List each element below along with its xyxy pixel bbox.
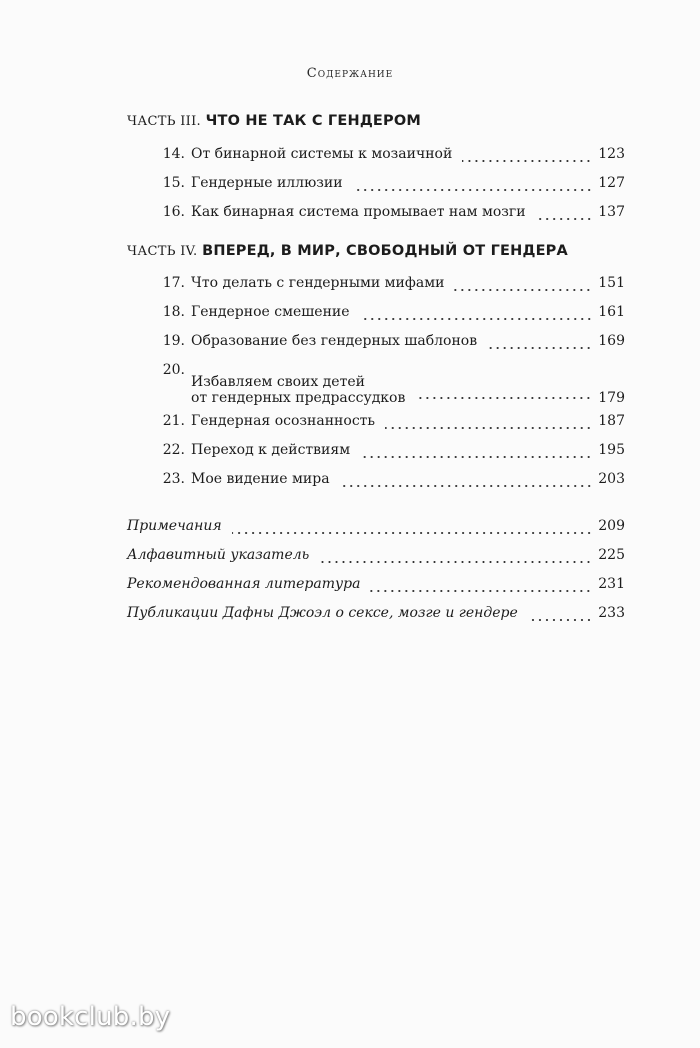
chapter-title-line-2: от гендерных предрассудков xyxy=(191,390,406,406)
toc-entry[interactable] xyxy=(155,175,625,197)
back-matter-title: Алфавитный указатель xyxy=(127,547,310,563)
chapter-number: 16. xyxy=(162,204,185,220)
toc-entry-back-matter[interactable] xyxy=(127,547,625,569)
chapter-title: Мое видение мира xyxy=(191,471,330,487)
toc-entry[interactable] xyxy=(155,146,625,168)
watermark: bookclub.by xyxy=(10,1002,171,1032)
page-number: 233 xyxy=(598,605,625,621)
page-number: 187 xyxy=(598,413,625,429)
page-number: 127 xyxy=(598,175,625,191)
part-heading xyxy=(127,113,627,129)
toc-entry[interactable] xyxy=(155,304,625,326)
chapter-title: Образование без гендерных шаблонов xyxy=(191,333,478,349)
dot-leader xyxy=(353,188,593,192)
toc-entry[interactable] xyxy=(155,362,625,406)
dot-leader xyxy=(232,531,593,535)
chapter-title: Как бинарная система промывает нам мозги xyxy=(191,204,526,220)
page-number: 225 xyxy=(598,547,625,563)
chapter-title: Гендерная осознанность xyxy=(191,413,376,429)
page-title: Содержание xyxy=(306,66,394,81)
dot-leader xyxy=(340,484,593,488)
chapter-number: 22. xyxy=(162,442,185,458)
page-number: 123 xyxy=(598,146,625,162)
back-matter-title: Рекомендованная литература xyxy=(127,576,361,592)
dot-leader xyxy=(487,346,592,350)
page-number: 231 xyxy=(598,576,625,592)
chapter-title-line-1: Избавляем своих детей xyxy=(191,374,365,390)
page-number: 179 xyxy=(598,390,625,406)
toc-entry[interactable] xyxy=(155,471,625,493)
page-number: 151 xyxy=(598,275,625,291)
chapter-number: 21. xyxy=(162,413,185,429)
dot-leader xyxy=(360,317,593,321)
page-number: 203 xyxy=(598,471,625,487)
chapter-title: Гендерное смешение xyxy=(191,304,350,320)
part-title: ВПЕРЕД, В МИР, СВОБОДНЫЙ ОТ ГЕНДЕРА xyxy=(202,243,568,259)
chapter-number: 18. xyxy=(162,304,185,320)
page-number: 169 xyxy=(598,333,625,349)
toc-entry[interactable] xyxy=(155,275,625,297)
back-matter-title: Публикации Дафны Джоэл о сексе, мозге и гендере xyxy=(127,605,518,621)
toc-entry[interactable] xyxy=(155,204,625,226)
dot-leader xyxy=(319,560,592,564)
part-label: ЧАСТЬ IV. xyxy=(127,244,198,259)
chapter-number: 23. xyxy=(162,471,185,487)
toc-entry-back-matter[interactable] xyxy=(127,605,625,627)
part-heading xyxy=(127,243,627,259)
part-title: ЧТО НЕ ТАК С ГЕНДЕРОМ xyxy=(205,113,422,129)
chapter-number: 19. xyxy=(162,333,185,349)
chapter-title: От бинарной системы к мозаичной xyxy=(191,146,453,162)
dot-leader xyxy=(360,455,592,459)
chapter-title: Что делать с гендерными мифами xyxy=(191,275,445,291)
dot-leader xyxy=(370,589,592,593)
back-matter-title: Примечания xyxy=(127,518,222,534)
chapter-number: 17. xyxy=(162,275,185,291)
dot-leader xyxy=(454,288,592,292)
dot-leader xyxy=(385,426,592,430)
toc-entry[interactable] xyxy=(155,333,625,355)
toc-entry-back-matter[interactable] xyxy=(127,576,625,598)
chapter-number: 14. xyxy=(162,146,185,162)
chapter-title xyxy=(191,374,405,406)
toc-entry-back-matter[interactable] xyxy=(127,518,625,540)
page-number: 161 xyxy=(598,304,625,320)
dot-leader xyxy=(462,159,592,163)
dot-leader xyxy=(528,618,592,622)
toc-entry[interactable] xyxy=(155,442,625,464)
chapter-title: Переход к действиям xyxy=(191,442,351,458)
chapter-number: 20. xyxy=(162,362,185,378)
chapter-title: Гендерные иллюзии xyxy=(191,175,343,191)
dot-leader xyxy=(415,396,592,400)
page-number: 195 xyxy=(598,442,625,458)
chapter-number: 15. xyxy=(162,175,185,191)
page-number: 137 xyxy=(598,204,625,220)
dot-leader xyxy=(536,217,593,221)
toc-entry[interactable] xyxy=(155,413,625,435)
part-label: ЧАСТЬ III. xyxy=(127,114,201,129)
page-number: 209 xyxy=(598,518,625,534)
